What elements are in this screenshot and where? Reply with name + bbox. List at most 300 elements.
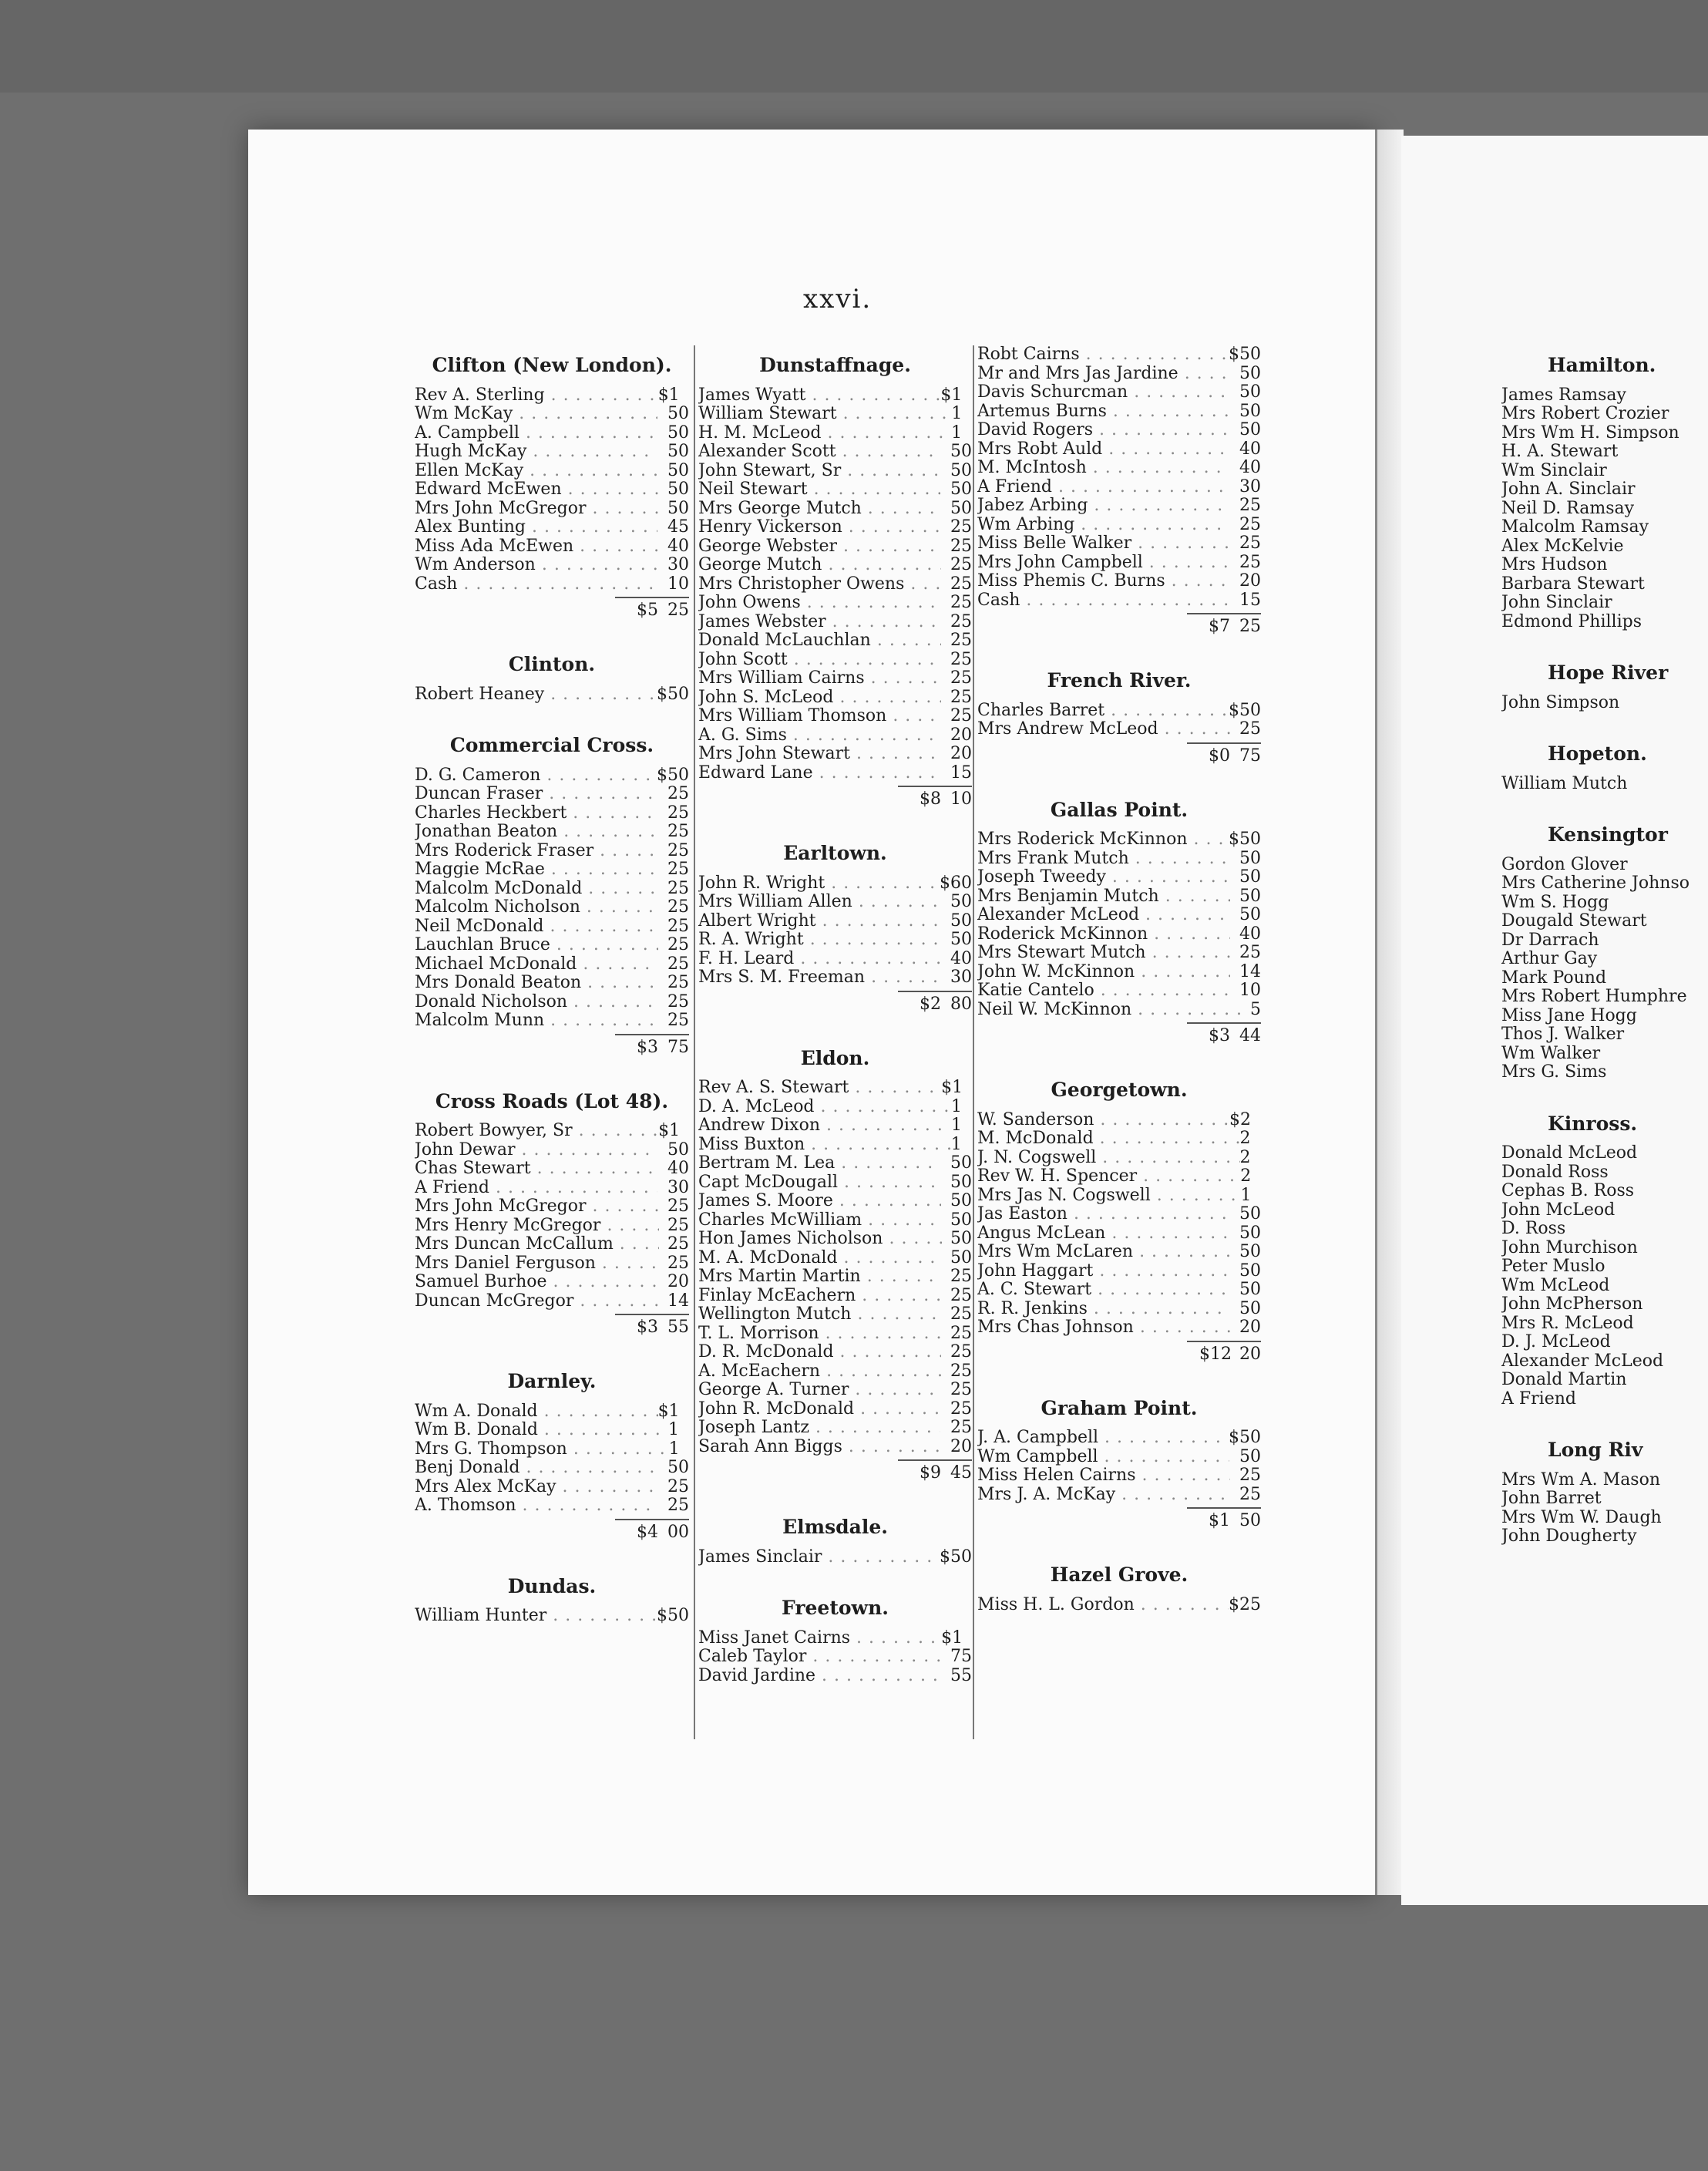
amount-cents	[962, 1116, 972, 1136]
subscriber-row	[977, 1262, 1261, 1281]
section-total	[898, 786, 972, 812]
subscriber-row	[698, 1362, 972, 1382]
section-total	[615, 597, 689, 623]
subscriber-name: Edmond Phillips	[1501, 612, 1642, 631]
subscriber-name: Mrs G. Sims	[1501, 1063, 1607, 1082]
subscriber-row	[415, 1292, 689, 1311]
amount-dollars	[657, 1459, 667, 1478]
amount-cents: 50	[667, 1139, 689, 1160]
subscriber-name: Mrs Chas Johnson . . .	[977, 1318, 1230, 1338]
subscriber-row	[698, 1211, 972, 1230]
subscriber-row	[415, 1496, 689, 1516]
subscriber-row	[977, 534, 1261, 554]
subscriber-name: Neil W. McKinnon . . .	[977, 1001, 1240, 1020]
subscriber-name: Peter Muslo	[1501, 1257, 1605, 1276]
subscriber-row	[977, 345, 1261, 365]
amount-cents: 25	[667, 1011, 689, 1030]
amount-dollars	[1229, 459, 1239, 478]
subscriber-row	[1501, 856, 1708, 875]
amount-cents: 25	[667, 1496, 689, 1515]
amount-dollars	[1229, 1224, 1239, 1244]
subscriber-name: Benj Donald . . .	[415, 1459, 657, 1478]
subscriber-row	[698, 443, 972, 462]
section-total	[898, 1459, 972, 1486]
subscriber-row	[698, 745, 972, 764]
amount-cents: 25	[950, 593, 972, 612]
subscriber-name: Alex McKelvie	[1501, 537, 1624, 556]
total-dollars: $9	[920, 1463, 941, 1483]
amount-dollars	[1229, 1281, 1239, 1300]
subscriber-name: A. C. Stewart . . .	[977, 1281, 1229, 1300]
section-gap	[977, 769, 1261, 790]
amount-dollars	[659, 1254, 667, 1274]
amount-cents: 50	[950, 930, 972, 949]
amount-cents: 50	[667, 498, 689, 518]
subscriber-name: Mrs William Thomson . . .	[698, 707, 942, 726]
subscriber-name: Mrs Stewart Mutch . . .	[977, 944, 1230, 963]
subscriber-row	[977, 402, 1261, 422]
subscriber-row	[1501, 1489, 1708, 1509]
amount-dollars	[658, 804, 667, 823]
subscriber-name: Mrs Benjamin Mutch . . .	[977, 887, 1230, 907]
amount-dollars	[941, 1667, 951, 1686]
amount-cents: 40	[1239, 924, 1261, 944]
subscriber-name: Mrs Martin Martin . . .	[698, 1267, 941, 1287]
amount-dollars	[1230, 850, 1239, 869]
amount-dollars	[940, 651, 950, 670]
section-heading: Hamilton.	[1548, 354, 1656, 376]
amount-cents: 50	[1239, 420, 1261, 439]
subscriber-name: Chas Stewart . . .	[415, 1160, 657, 1179]
total-cents: 55	[667, 1318, 689, 1337]
subscriber-name: Miss Helen Cairns . . .	[977, 1466, 1230, 1486]
subscriber-row	[698, 1098, 972, 1117]
section-heading: Clinton.	[508, 653, 596, 675]
amount-dollars	[1229, 1448, 1239, 1467]
amount-dollars	[941, 443, 950, 462]
amount-cents	[679, 1421, 689, 1440]
amount-dollars: $	[1229, 700, 1239, 720]
subscriber-row	[977, 591, 1261, 611]
amount-cents: 50	[1239, 848, 1261, 868]
section-total	[615, 1314, 689, 1340]
subscriber-row	[1501, 1471, 1708, 1490]
amount-cents: 50	[950, 460, 972, 480]
subscriber-row	[977, 1167, 1261, 1186]
amount-dollars	[658, 974, 667, 993]
subscriber-name: John Stewart, Sr . . .	[698, 462, 941, 481]
amount-dollars	[941, 1267, 950, 1287]
subscriber-row	[415, 1160, 689, 1179]
subscriber-row	[1501, 1390, 1708, 1409]
total-dollars: $3	[637, 1318, 658, 1337]
amount-cents: 15	[1239, 590, 1261, 610]
subscriber-name: Mark Pound	[1501, 968, 1607, 988]
amount-cents: 25	[950, 517, 972, 537]
subscriber-name: Miss Buxton . . .	[698, 1136, 951, 1155]
amount-cents: 50	[1239, 830, 1261, 849]
subscriber-row	[1501, 575, 1708, 594]
subscriber-name: Wm B. Donald . . .	[415, 1421, 668, 1440]
subscriber-name: John Owens . . .	[698, 594, 940, 613]
amount-cents: 25	[667, 935, 689, 954]
amount-cents: 50	[950, 1172, 972, 1192]
amount-cents: 60	[950, 873, 972, 893]
subscriber-name: Mrs Donald Beaton . . .	[415, 974, 658, 993]
subscriber-row	[698, 1249, 972, 1268]
amount-cents: 25	[950, 1399, 972, 1419]
subscriber-name: Wellington Mutch . . .	[698, 1305, 941, 1324]
amount-cents: 5	[1250, 999, 1261, 1019]
amount-cents: 30	[667, 1177, 689, 1197]
amount-cents: 30	[667, 555, 689, 574]
subscriber-name: Mrs J. A. McKay . . .	[977, 1486, 1229, 1505]
amount-dollars: $1	[658, 1121, 681, 1140]
subscriber-row	[698, 874, 972, 894]
amount-cents: 10	[667, 574, 689, 594]
subscriber-row	[698, 1136, 972, 1155]
amount-dollars: 1	[951, 422, 963, 443]
subscriber-name: D. Ross	[1501, 1220, 1566, 1238]
subscriber-row	[415, 1197, 689, 1217]
amount-cents: 45	[667, 517, 689, 537]
amount-cents	[1250, 1129, 1261, 1149]
amount-cents: 50	[950, 1247, 972, 1267]
subscriber-name: Mrs Robert Humphre	[1501, 988, 1687, 1006]
subscriber-name: Mrs Wm W. Daugh	[1501, 1508, 1662, 1527]
amount-cents: 50	[1239, 700, 1261, 720]
amount-cents	[962, 1098, 972, 1117]
subscriber-name: Albert Wright . . .	[698, 912, 941, 931]
subscriber-name: Gordon Glover	[1501, 855, 1628, 874]
subscriber-name: Maggie McRae . . .	[415, 860, 658, 880]
amount-dollars: $1	[941, 1078, 963, 1097]
amount-cents: 25	[950, 1267, 972, 1286]
amount-dollars	[941, 537, 950, 557]
amount-cents	[680, 386, 689, 406]
amount-cents	[963, 1629, 972, 1648]
subscriber-name: A. Campbell . . .	[415, 424, 657, 443]
amount-dollars	[1230, 963, 1239, 982]
subscriber-name: Donald Nicholson . . .	[415, 993, 658, 1012]
subscriber-row	[415, 823, 689, 842]
amount-cents: 25	[1239, 1466, 1261, 1485]
subscriber-row	[977, 421, 1261, 440]
amount-dollars	[1229, 402, 1239, 422]
section-heading: Hazel Grove.	[1050, 1563, 1189, 1586]
amount-dollars	[941, 1287, 950, 1306]
amount-cents: 30	[950, 968, 972, 987]
subscriber-name: James S. Moore . . .	[698, 1192, 941, 1211]
subscriber-row	[977, 1111, 1261, 1130]
section-gap	[415, 704, 689, 725]
amount-cents: 75	[950, 1647, 972, 1666]
page-number: xxvi.	[803, 284, 872, 315]
subscriber-name: John Dewar . . .	[415, 1141, 657, 1160]
amount-cents: 25	[667, 822, 689, 841]
subscriber-name: Mrs William Cairns . . .	[698, 669, 941, 688]
subscriber-row	[1501, 894, 1708, 913]
subscriber-row	[698, 669, 972, 688]
subscriber-row	[1501, 1063, 1708, 1082]
section-total	[1187, 1341, 1261, 1367]
amount-cents: 25	[667, 916, 689, 936]
subscriber-row	[977, 1466, 1261, 1486]
subscriber-row	[698, 1173, 972, 1193]
subscriber-name: Wm Sinclair	[1501, 461, 1607, 480]
subscriber-name: Capt McDougall . . .	[698, 1173, 941, 1193]
amount-dollars	[658, 480, 667, 500]
section-gap	[1501, 1409, 1708, 1430]
subscriber-row	[977, 440, 1261, 459]
amount-cents: 25	[667, 1476, 689, 1496]
subscriber-row	[415, 1421, 689, 1440]
section-heading: Darnley.	[507, 1370, 597, 1392]
subscriber-row	[415, 1478, 689, 1497]
amount-dollars	[1229, 981, 1239, 1001]
subscriber-row	[415, 1402, 689, 1422]
section-gap	[1501, 1082, 1708, 1104]
subscriber-name: T. L. Morrison . . .	[698, 1324, 941, 1344]
subscriber-name: John R. Wright . . .	[698, 874, 940, 894]
subscriber-name: Mrs Robt Auld . . .	[977, 440, 1229, 459]
subscriber-row	[977, 1281, 1261, 1300]
section-gap	[415, 1626, 689, 1648]
amount-dollars	[941, 1173, 950, 1193]
amount-dollars	[941, 1305, 950, 1324]
subscriber-row	[977, 1001, 1261, 1020]
amount-cents	[1251, 1149, 1262, 1168]
subscriber-name: Charles McWilliam . . .	[698, 1211, 941, 1230]
section-heading: Dunstaffnage.	[759, 354, 911, 376]
section-gap	[415, 1545, 689, 1567]
amount-dollars	[658, 917, 667, 937]
subscriber-name: A. McEachern . . .	[698, 1362, 941, 1382]
amount-dollars	[941, 1324, 950, 1344]
subscriber-row	[698, 500, 972, 519]
subscriber-name: Henry Vickerson . . .	[698, 518, 941, 537]
total-cents: 45	[950, 1463, 972, 1483]
subscriber-name: Mrs Roderick Fraser . . .	[415, 842, 659, 861]
amount-dollars	[942, 1230, 950, 1249]
amount-cents: 50	[1239, 1223, 1261, 1243]
amount-dollars	[1230, 554, 1239, 573]
amount-cents: 14	[1239, 961, 1261, 981]
subscriber-name: Edward Lane . . .	[698, 764, 940, 783]
subscriber-row	[698, 1648, 972, 1667]
amount-dollars: $1	[941, 1627, 963, 1648]
amount-dollars: 1	[668, 1439, 680, 1459]
section-heading: Eldon.	[800, 1046, 870, 1069]
amount-dollars	[1229, 478, 1239, 497]
subscriber-name: D. A. McLeod . . .	[698, 1098, 951, 1117]
amount-dollars: $1	[940, 385, 963, 405]
amount-cents: 25	[950, 668, 972, 688]
subscriber-name: A Friend . . .	[977, 478, 1229, 497]
subscriber-row	[698, 386, 972, 406]
amount-dollars	[941, 912, 950, 931]
amount-dollars	[941, 556, 950, 575]
amount-dollars	[942, 707, 950, 726]
amount-dollars	[658, 955, 667, 974]
amount-cents: 25	[950, 706, 972, 725]
amount-cents	[1251, 1186, 1261, 1206]
amount-cents: 25	[950, 631, 972, 650]
amount-cents: 25	[667, 1197, 689, 1216]
amount-cents	[962, 405, 972, 424]
amount-dollars	[658, 1011, 667, 1031]
subscriber-row	[977, 887, 1261, 907]
section-gap	[977, 1533, 1261, 1555]
subscriber-name: George Mutch . . .	[698, 556, 941, 575]
subscriber-row	[698, 931, 972, 950]
subscriber-row	[698, 1548, 972, 1567]
amount-dollars	[658, 936, 667, 955]
subscriber-name: A. Thomson . . .	[415, 1496, 657, 1516]
amount-cents: 20	[1239, 571, 1261, 591]
subscriber-name: Rev A. S. Stewart . . .	[698, 1079, 941, 1098]
total-cents: 75	[1239, 746, 1261, 766]
subscriber-name: John W. McKinnon . . .	[977, 963, 1230, 982]
amount-dollars	[940, 480, 950, 500]
subscriber-name: George Webster . . .	[698, 537, 941, 557]
subscriber-row	[415, 1459, 689, 1478]
subscriber-row	[698, 1305, 972, 1324]
section-heading: Earltown.	[783, 842, 887, 864]
subscriber-row	[977, 944, 1261, 963]
subscriber-row	[1501, 518, 1708, 537]
subscriber-row	[1501, 556, 1708, 575]
amount-dollars	[658, 500, 667, 519]
subscriber-name: Mrs S. M. Freeman . . .	[698, 968, 941, 988]
subscriber-name: F. H. Leard . . .	[698, 950, 940, 969]
amount-cents: 25	[950, 649, 972, 669]
amount-cents: 40	[667, 536, 689, 556]
subscriber-name: David Jardine . . .	[698, 1667, 941, 1686]
subscriber-name: Neil D. Ramsay	[1501, 499, 1635, 518]
subscriber-row	[977, 868, 1261, 887]
amount-dollars	[657, 1496, 667, 1516]
subscriber-row	[415, 1235, 689, 1254]
amount-dollars	[658, 1478, 667, 1497]
subscriber-name: Miss Belle Walker . . .	[977, 534, 1230, 554]
total-cents: 25	[1239, 617, 1261, 636]
subscriber-row	[415, 880, 689, 899]
amount-cents	[680, 1122, 689, 1141]
amount-dollars	[658, 556, 667, 575]
amount-dollars: 1	[951, 1116, 963, 1135]
subscriber-name: Angus McLean . . .	[977, 1224, 1229, 1244]
subscriber-row	[1501, 1220, 1708, 1239]
amount-cents: 15	[950, 762, 972, 783]
amount-dollars	[1229, 421, 1239, 440]
amount-dollars	[1240, 1001, 1250, 1020]
subscriber-row	[1501, 775, 1708, 794]
subscriber-name: Hon James Nicholson . . .	[698, 1230, 942, 1249]
amount-cents: 25	[1239, 719, 1261, 739]
amount-dollars	[1230, 925, 1239, 944]
subscriber-name: William Stewart . . .	[698, 405, 951, 424]
subscriber-row	[415, 974, 689, 993]
subscriber-row	[415, 860, 689, 880]
amount-cents: 25	[667, 954, 689, 974]
amount-cents: 25	[667, 991, 689, 1011]
amount-cents: 50	[950, 1229, 972, 1248]
amount-dollars: $	[657, 684, 667, 704]
amount-dollars	[940, 931, 950, 950]
subscriber-name: Alexander McLeod . . .	[977, 906, 1230, 925]
amount-cents: 50	[1239, 905, 1261, 924]
amount-cents: 55	[950, 1665, 972, 1685]
subscriber-name: Mr and Mrs Jas Jardine . . .	[977, 365, 1230, 384]
amount-cents: 25	[950, 1380, 972, 1399]
subscriber-name: Mrs John McGregor . . .	[415, 500, 658, 519]
subscriber-name: Mrs Roderick McKinnon . . .	[977, 830, 1229, 850]
amount-dollars	[658, 537, 667, 557]
subscriber-row	[698, 1154, 972, 1173]
subscriber-name: James Wyatt . . .	[698, 386, 940, 406]
subscriber-name: Mrs Andrew McLeod . . .	[977, 720, 1230, 739]
subscriber-row	[415, 1273, 689, 1292]
column-4	[1501, 345, 1708, 1568]
subscriber-name: John Murchison	[1501, 1238, 1638, 1257]
subscriber-row	[415, 1607, 689, 1626]
subscriber-name: John R. McDonald . . .	[698, 1400, 941, 1419]
section-gap	[698, 1017, 972, 1038]
subscriber-row	[415, 1254, 689, 1274]
amount-cents: 50	[950, 480, 972, 499]
amount-dollars	[941, 1343, 950, 1362]
amount-dollars	[1229, 868, 1239, 887]
amount-dollars	[1230, 887, 1239, 907]
amount-cents	[962, 1136, 972, 1155]
subscriber-row	[698, 613, 972, 632]
subscriber-name: Jas Easton . . .	[977, 1205, 1229, 1224]
amount-cents	[680, 1440, 689, 1459]
amount-dollars	[657, 518, 667, 537]
amount-cents	[1251, 1111, 1261, 1130]
amount-dollars	[941, 631, 950, 651]
amount-cents: 40	[667, 1159, 689, 1178]
amount-dollars	[657, 1179, 667, 1198]
subscriber-name: Mrs John Campbell . . .	[977, 554, 1230, 573]
subscriber-row	[415, 917, 689, 937]
subscriber-row	[977, 1205, 1261, 1224]
subscriber-name: Rev A. Sterling . . .	[415, 386, 658, 406]
amount-dollars: 2	[1240, 1166, 1252, 1186]
subscriber-row	[415, 842, 689, 861]
amount-dollars	[1230, 1466, 1239, 1486]
subscriber-name: D. R. McDonald . . .	[698, 1343, 941, 1362]
subscriber-row	[1501, 1277, 1708, 1296]
subscriber-row	[698, 1438, 972, 1457]
subscriber-name: John McPherson	[1501, 1295, 1643, 1314]
subscriber-name: Donald Martin	[1501, 1371, 1627, 1389]
subscriber-row	[698, 1667, 972, 1686]
amount-dollars	[941, 1400, 950, 1419]
subscriber-name: Sarah Ann Biggs . . .	[698, 1438, 941, 1457]
subscriber-row	[977, 720, 1261, 739]
subscriber-name: James Sinclair . . .	[698, 1548, 940, 1567]
section-gap	[698, 812, 972, 833]
subscriber-name: Lauchlan Bruce . . .	[415, 936, 658, 955]
subscriber-row	[1501, 1163, 1708, 1183]
subscriber-row	[977, 981, 1261, 1001]
amount-cents: 20	[1239, 1318, 1261, 1337]
subscriber-name: Cephas B. Ross	[1501, 1182, 1635, 1200]
amount-dollars	[1230, 383, 1239, 402]
amount-cents: 50	[667, 460, 689, 480]
